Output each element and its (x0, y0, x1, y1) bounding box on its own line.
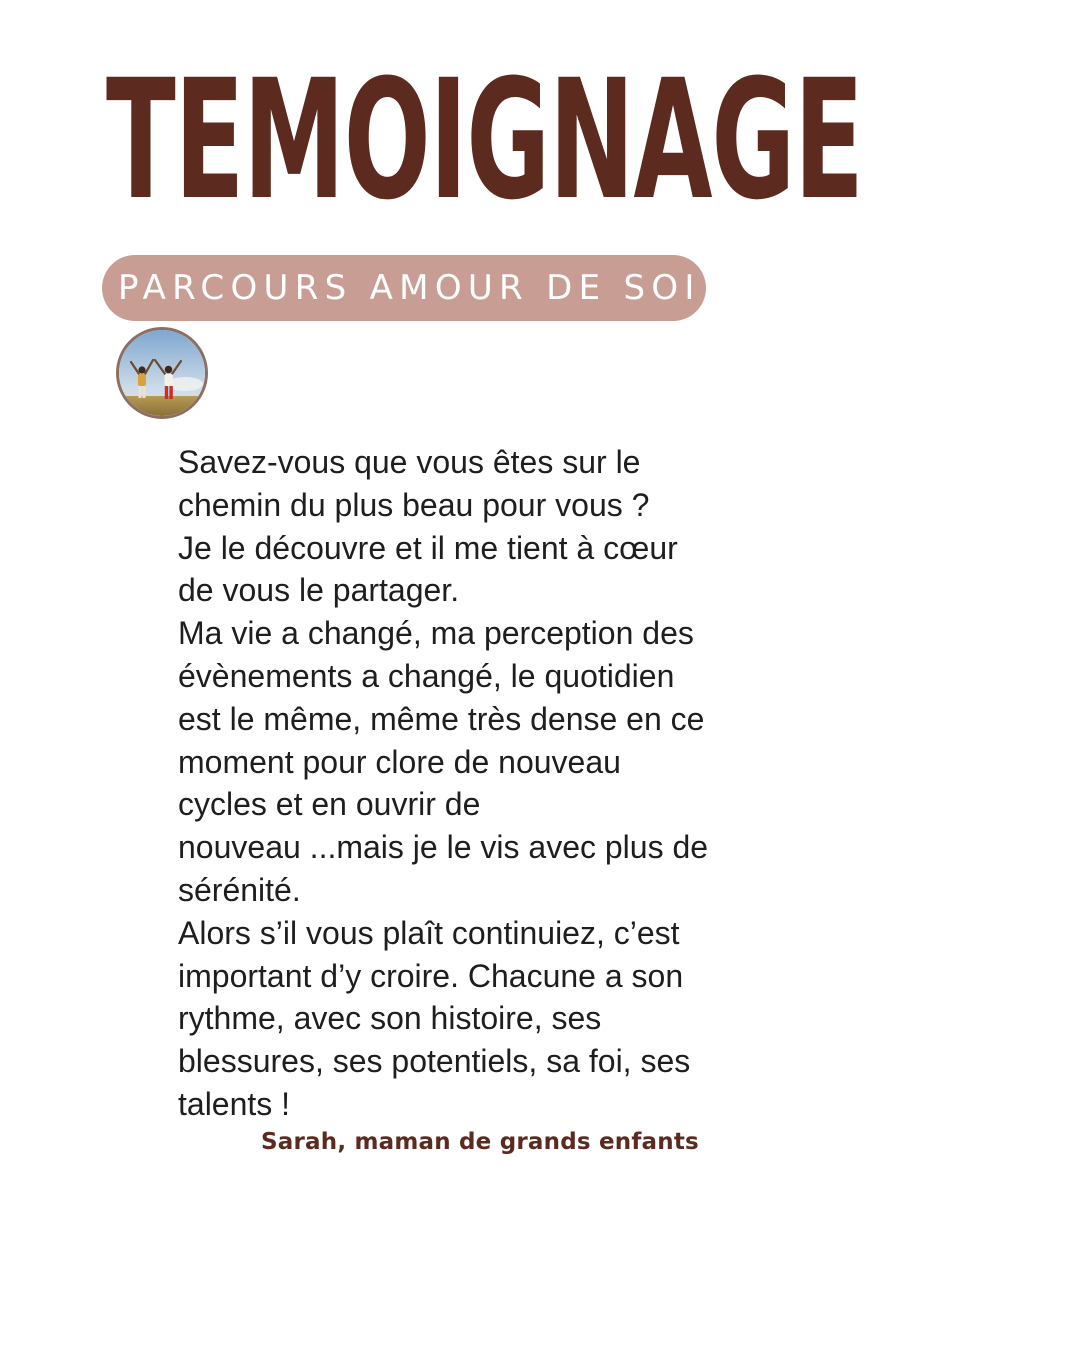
testimonial-line: rythme, avec son histoire, ses (178, 1000, 602, 1037)
testimonial-line: Ma vie a changé, ma perception des (178, 615, 694, 652)
testimonial-line: talents ! (178, 1085, 291, 1122)
testimonial-line: important d’y croire. Chacune a son (178, 957, 684, 994)
program-badge-label: PARCOURS AMOUR DE SOI (118, 268, 701, 308)
program-badge (102, 255, 706, 321)
testimonial-line: chemin du plus beau pour vous ? (178, 486, 650, 523)
avatar (116, 327, 208, 419)
testimonial-line: sérénité. (178, 871, 301, 908)
testimonial-line: évènements a changé, le quotidien (178, 657, 675, 694)
testimonial-text (178, 441, 798, 1126)
testimonial-author: Sarah, maman de grands enfants (261, 1129, 699, 1155)
testimonial-line: blessures, ses potentiels, sa foi, ses (178, 1043, 691, 1080)
testimonial-line: cycles et en ouvrir de (178, 786, 481, 823)
testimonial-line: moment pour clore de nouveau (178, 743, 621, 780)
children-raising-arms-icon (119, 330, 205, 416)
testimonial-line: nouveau ...mais je le vis avec plus de (178, 829, 709, 866)
testimonial-line: Savez-vous que vous êtes sur le (178, 444, 641, 480)
testimonial-line: Je le découvre et il me tient à cœur (178, 529, 678, 566)
testimonial-line: est le même, même très dense en ce (178, 700, 705, 737)
page-title: TEMOIGNAGE (106, 44, 863, 236)
testimonial-line: Alors s’il vous plaît continuiez, c’est (178, 914, 680, 951)
testimonial-line: de vous le partager. (178, 572, 460, 609)
